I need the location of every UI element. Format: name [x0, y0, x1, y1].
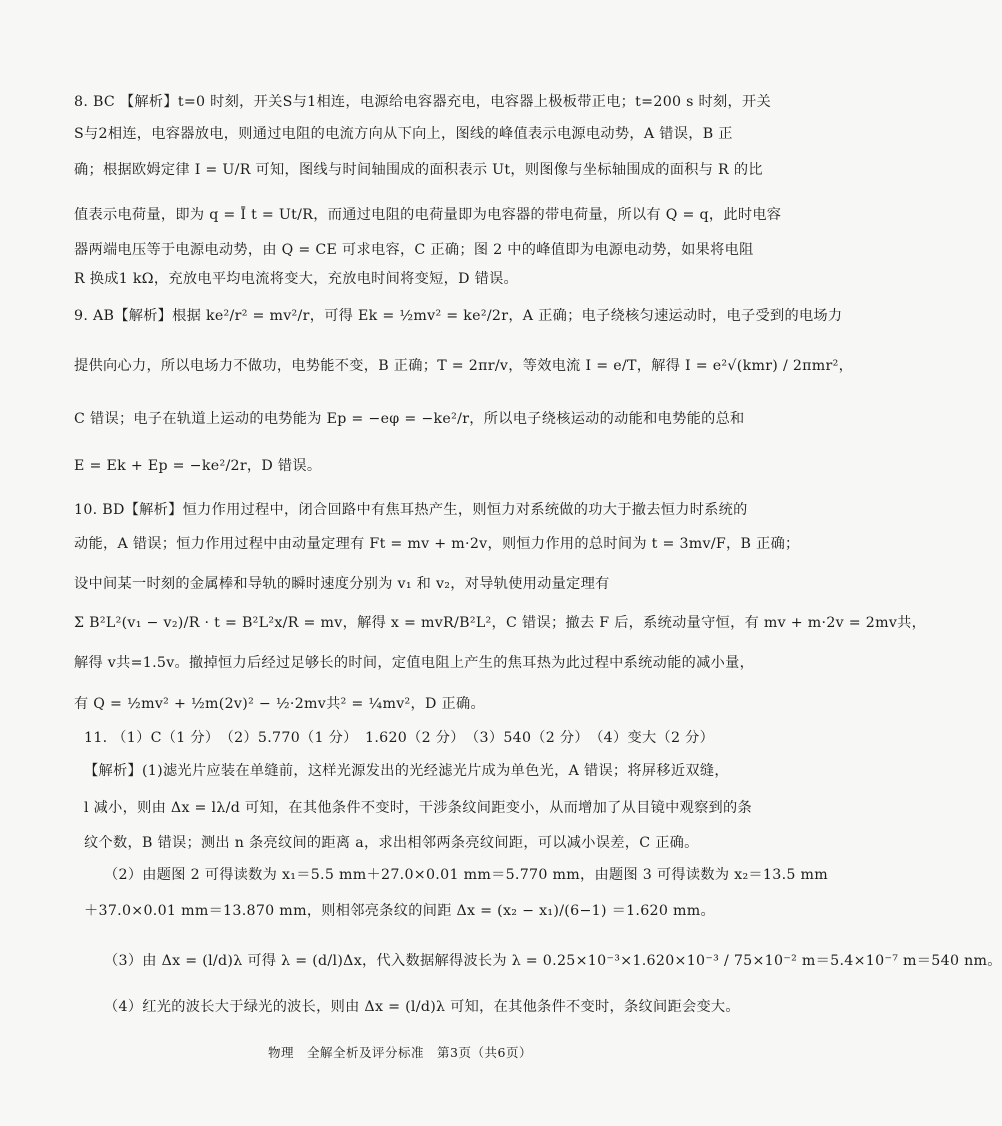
q8-line-5: 器两端电压等于电源电动势，由 Q = CE 可求电容，C 正确；图 2 中的峰值即为电源电动势，如果将电阻	[74, 242, 754, 258]
q9-line-3: C 错误；电子在轨道上运动的电势能为 Ep = −eφ = −ke²/r，所以电子绕核运动的动能和电势能的总和	[74, 411, 745, 427]
q11-line-4: （2）由题图 2 可得读数为 x₁＝5.5 mm＋27.0×0.01 mm＝5.770 mm，由题图 3 可得读数为 x₂＝13.5 mm	[104, 867, 829, 883]
q8-line-3: 确；根据欧姆定律 I = U/R 可知，图线与时间轴围成的面积表示 Ut，则图像与坐标轴围成的面积与 R 的比	[74, 162, 763, 178]
q10-line-2: 动能，A 错误；恒力作用过程中由动量定理有 Ft = mv + m·2v，则恒力作用的总时间为 t = 3mv/F，B 正确；	[74, 536, 800, 552]
q9-line-4: E = Ek + Ep = −ke²/2r，D 错误。	[74, 458, 322, 474]
q8-line-1: 8. BC 【解析】t=0 时刻，开关S与1相连，电源给电容器充电，电容器上极板带正电；t=200 s 时刻，开关	[74, 94, 771, 110]
q11-line-7: （4）红光的波长大于绿光的波长，则由 Δx = (l/d)λ 可知，在其他条件不变时，条纹间距会变大。	[104, 999, 740, 1015]
q9-line-1: 9. AB【解析】根据 ke²/r² = mv²/r，可得 Ek = ½mv² = ke²/2r，A 正确；电子绕核匀速运动时，电子受到的电场力	[74, 308, 843, 324]
q11-line-2: l 减小，则由 Δx = lλ/d 可知，在其他条件不变时，干涉条纹间距变小，从而增加了从目镜中观察到的条	[84, 800, 753, 816]
q9-line-2: 提供向心力，所以电场力不做功，电势能不变，B 正确；T = 2πr/v，等效电流 I = e/T，解得 I = e²√(kmr) / 2πmr²，	[74, 358, 854, 374]
q10-line-6: 有 Q = ½mv² + ½m(2v)² − ½·2mv共² = ¼mv²，D 正确。	[74, 696, 485, 712]
q11-line-1: 【解析】(1)滤光片应装在单缝前，这样光源发出的光经滤光片成为单色光，A 错误；将屏移近双缝，	[84, 763, 729, 779]
question-8-explanation	[74, 90, 782, 290]
q10-line-4: Σ B²L²(v₁ − v₂)/R · t = B²L²x/R = mv，解得 x = mvR/B²L²，C 错误；撤去 F 后，系统动量守恒，有 mv + m·2v = 2mv共，	[74, 615, 927, 631]
q10-line-5: 解得 v共=1.5v。撤掉恒力后经过足够长的时间，定值电阻上产生的焦耳热为此过程中系统动能的减小量，	[74, 655, 755, 671]
q11-line-6: （3）由 Δx = (l/d)λ 可得 λ = (d/l)Δx，代入数据解得波长为 λ = 0.25×10⁻³×1.620×10⁻³ / 75×10⁻² m＝5.4×10⁻⁷ m＝540 nm。	[104, 953, 1002, 969]
page-footer: 物理 全解全析及评分标准 第3页（共6页）	[268, 1045, 532, 1060]
q10-line-3: 设中间某一时刻的金属棒和导轨的瞬时速度分别为 v₁ 和 v₂，对导轨使用动量定理有	[74, 576, 610, 592]
question-11-explanation	[84, 726, 1002, 1026]
question-9-explanation	[74, 304, 854, 484]
q8-line-6: R 换成1 kΩ，充放电平均电流将变大，充放电时间将变短，D 错误。	[74, 271, 519, 287]
q11-line-3: 纹个数，B 错误；测出 n 条亮纹间的距离 a，求出相邻两条亮纹间距，可以减小误差，C 正确。	[84, 835, 699, 851]
q11-answer-line: 11. （1）C（1 分） （2）5.770（1 分） 1.620（2 分） （3）540（2 分） （4）变大（2 分）	[84, 730, 715, 746]
question-10-explanation	[74, 498, 927, 723]
q8-line-4: 值表示电荷量，即为 q = Ī t = Ut/R，而通过电阻的电荷量即为电容器的带电荷量，所以有 Q = q，此时电容	[74, 207, 782, 223]
q10-line-1: 10. BD【解析】恒力作用过程中，闭合回路中有焦耳热产生，则恒力对系统做的功大于撤去恒力时系统的	[74, 502, 748, 518]
q11-line-5: ＋37.0×0.01 mm＝13.870 mm，则相邻亮条纹的间距 Δx = (x₂ − x₁)/(6−1) ＝1.620 mm。	[84, 903, 716, 919]
q8-line-2: S与2相连，电容器放电，则通过电阻的电流方向从下向上，图线的峰值表示电源电动势，A 错误，B 正	[74, 126, 733, 142]
